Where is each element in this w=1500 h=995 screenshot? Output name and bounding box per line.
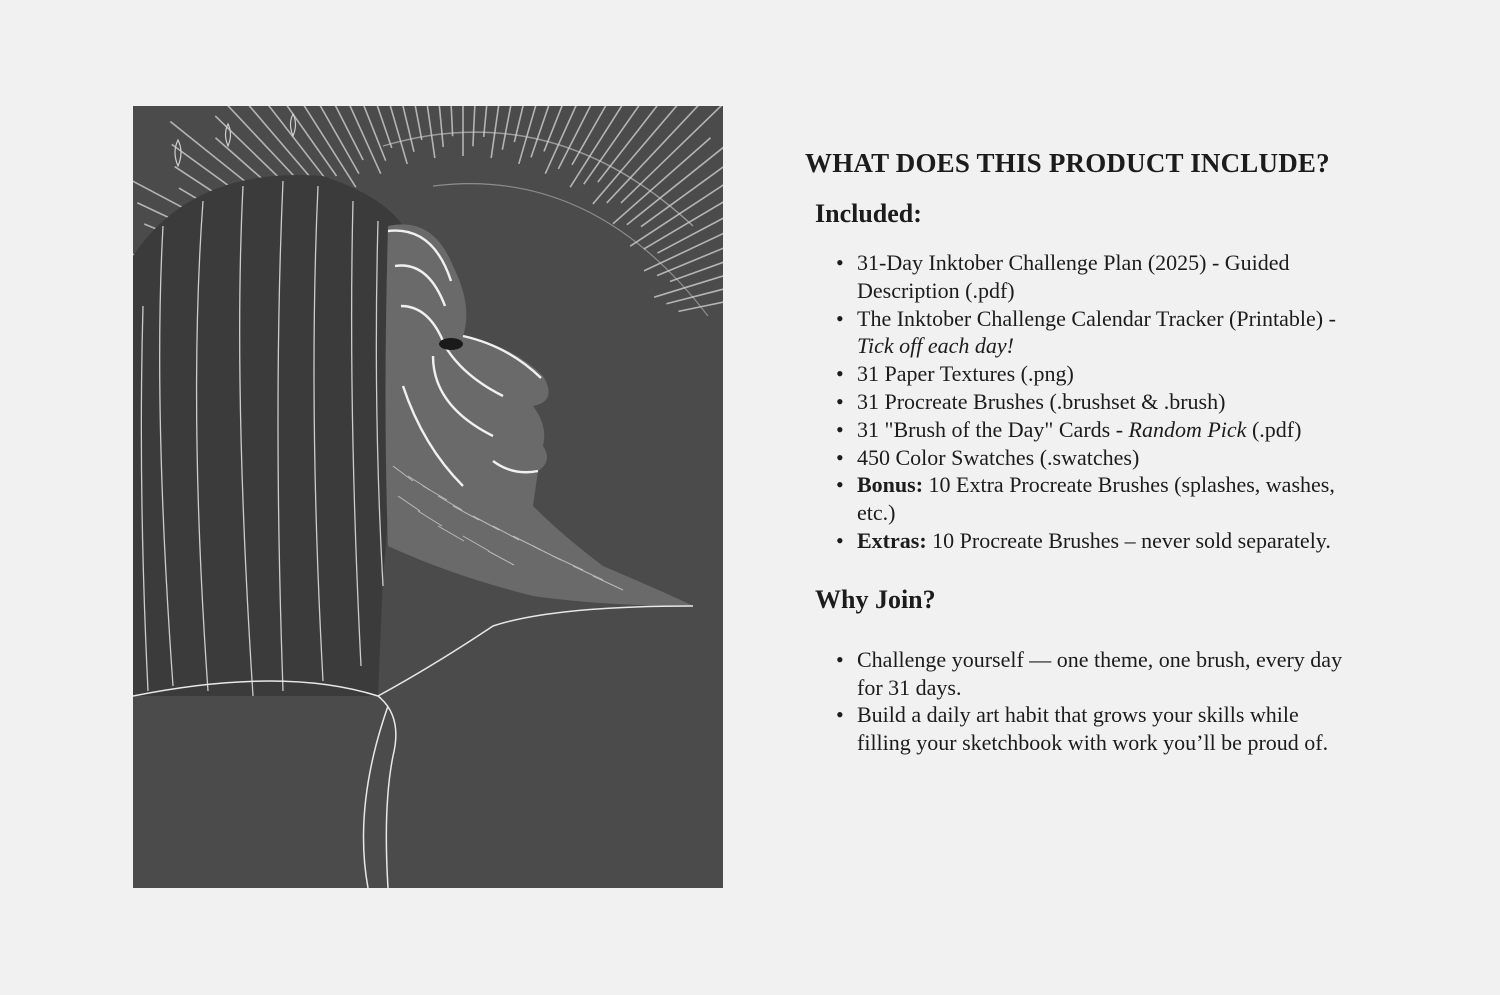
list-item: • 31-Day Inktober Challenge Plan (2025) - Guided Description (.pdf) [857,249,1357,305]
included-list [805,249,1357,555]
list-item: • 31 Paper Textures (.png) [857,360,1357,388]
list-item: • 31 "Brush of the Day" Cards - Random Pick (.pdf) [857,416,1357,444]
list-item: • Build a daily art habit that grows your skills while filling your sketchbook with work you’ll be proud of. [857,701,1357,757]
list-item: • 450 Color Swatches (.swatches) [857,444,1357,472]
why-join-title: Why Join? [815,584,936,614]
included-title: Included: [815,199,922,228]
artwork-image [133,106,723,888]
list-item: • 31 Procreate Brushes (.brushset & .brush) [857,388,1357,416]
list-item: • Bonus: 10 Extra Procreate Brushes (splashes, washes, etc.) [857,471,1357,527]
list-item: • Challenge yourself — one theme, one brush, every day for 31 days. [857,646,1357,702]
product-description [805,148,1425,757]
page-heading: WHAT DOES THIS PRODUCT INCLUDE? [805,148,1330,178]
list-item: • Extras: 10 Procreate Brushes – never sold separately. [857,527,1357,555]
list-item: • The Inktober Challenge Calendar Tracker (Printable) - Tick off each day! [857,305,1357,361]
woodcut-portrait-illustration [133,106,723,888]
why-join-list [805,646,1357,757]
